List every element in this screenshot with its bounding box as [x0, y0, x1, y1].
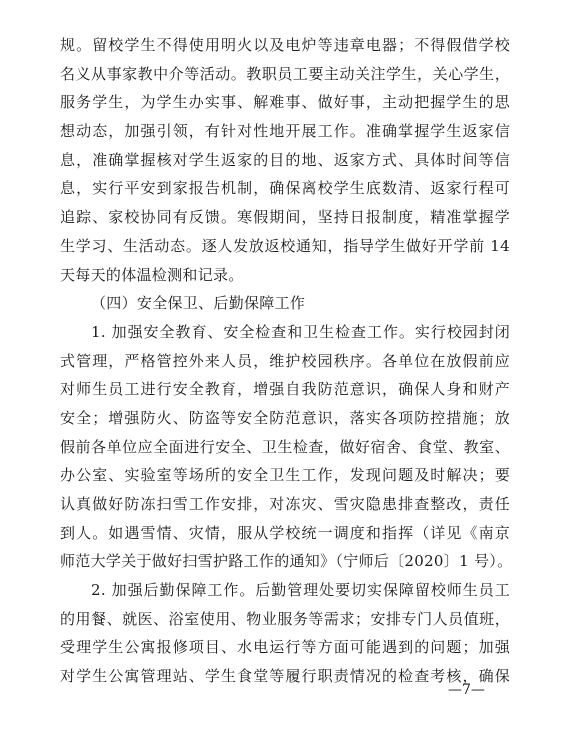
body-text-line: 安全；增强防火、防盗等安全防范意识，落实各项防控措施；放 — [60, 408, 510, 427]
section-heading: （四）安全保卫、后勤保障工作 — [91, 294, 306, 313]
page-number: —7— — [448, 682, 485, 698]
body-text-line: 息，实行平安到家报告机制，确保离校学生底数清、返家行程可 — [60, 179, 510, 198]
body-text-line: 的用餐、就医、浴室使用、物业服务等需求；安排专门人员值班， — [60, 609, 510, 628]
body-text-line: 想动态，加强引领，有针对性地开展工作。准确掌握学生返家信 — [60, 122, 510, 140]
body-text-line: 对师生员工进行安全教育，增强自我防范意识，确保人身和财产 — [60, 380, 510, 399]
paragraph-first-line: 1. 加强安全教育、安全检查和卫生检查工作。实行校园封闭 — [91, 322, 510, 341]
paragraph-first-line: 2. 加强后勤保障工作。后勤管理处要切实保障留校师生员工 — [91, 581, 510, 599]
body-text-line: 假前各单位应全面进行安全、卫生检查，做好宿舍、食堂、教室、 — [60, 437, 510, 456]
body-text-line: 名义从事家教中介等活动。教职员工要主动关注学生，关心学生， — [60, 64, 510, 83]
body-text-line: 认真做好防冻扫雪工作安排，对冻灾、雪灾隐患排查整改，责任 — [60, 494, 510, 513]
body-text-line: 到人。如遇雪情、灾情，服从学校统一调度和指挥（详见《南京 — [60, 523, 510, 542]
body-text-line: 规。留校学生不得使用明火以及电炉等违章电器；不得假借学校 — [60, 36, 510, 54]
body-text-line: 式管理，严格管控外来人员，维护校园秩序。各单位在放假前应 — [60, 351, 510, 370]
body-text-line: 追踪、家校协同有反馈。寒假期间，坚持日报制度，精准掌握学 — [60, 208, 510, 227]
body-text-line: 生学习、生活动态。逐人发放返校通知，指导学生做好开学前 14 — [60, 236, 510, 255]
body-text-line: 受理学生公寓报修项目、水电运行等方面可能遇到的问题；加强 — [60, 638, 510, 657]
body-text-line: 师范大学关于做好扫雪护路工作的通知》（宁师后〔2020〕1 号）。 — [60, 552, 513, 571]
body-text-line: 天每天的体温检测和记录。 — [60, 265, 244, 284]
body-text-line: 服务学生，为学生办实事、解难事、做好事，主动把握学生的思 — [60, 93, 510, 112]
body-text-line: 对学生公寓管理站、学生食堂等履行职责情况的检查考核，确保 — [60, 667, 510, 685]
body-text-line: 息，准确掌握核对学生返家的目的地、返家方式、具体时间等信 — [60, 150, 510, 169]
body-text-line: 办公室、实验室等场所的安全卫生工作，发现问题及时解决；要 — [60, 466, 510, 485]
